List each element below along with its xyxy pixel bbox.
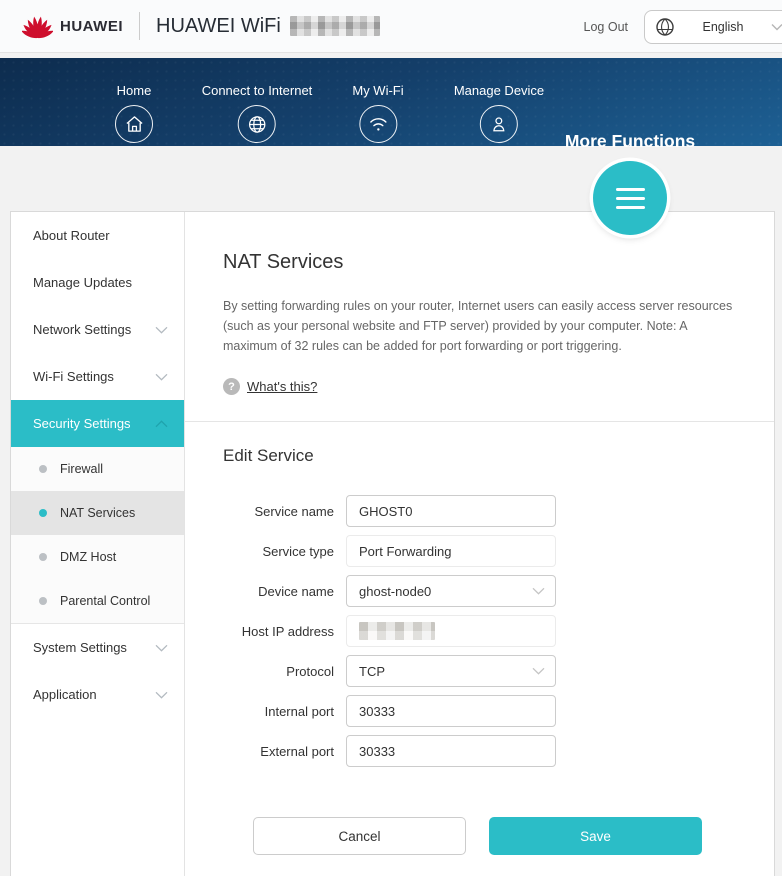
chevron-down-icon bbox=[771, 23, 782, 31]
nav-device-label: Manage Device bbox=[453, 83, 545, 98]
form-row-service-name: Service name GHOST0 bbox=[185, 495, 774, 527]
form-row-internal-port: Internal port 30333 bbox=[185, 695, 774, 727]
logout-link[interactable]: Log Out bbox=[583, 19, 628, 34]
external-port-input[interactable] bbox=[359, 744, 519, 759]
form-actions bbox=[253, 817, 774, 855]
main-nav bbox=[0, 58, 782, 151]
brand-wordmark: HUAWEI bbox=[60, 17, 123, 35]
form-row-host-ip: Host IP address bbox=[185, 615, 774, 647]
sidebar-item-application[interactable]: Application bbox=[11, 671, 184, 718]
person-icon bbox=[480, 105, 518, 143]
chevron-down-icon bbox=[532, 667, 545, 675]
nat-services-panel bbox=[185, 212, 774, 876]
protocol-dropdown[interactable]: TCP bbox=[346, 655, 556, 687]
nav-internet-label: Connect to Internet bbox=[201, 83, 313, 98]
edit-service-form bbox=[185, 495, 774, 767]
chevron-down-icon bbox=[155, 326, 168, 334]
language-value: English bbox=[702, 19, 744, 34]
nav-item-manage-device[interactable] bbox=[454, 58, 544, 143]
sidebar-item-about-router[interactable]: About Router bbox=[33, 228, 110, 243]
page-title: NAT Services bbox=[223, 251, 344, 273]
chevron-down-icon bbox=[155, 373, 168, 381]
question-mark-icon: ? bbox=[223, 378, 240, 395]
globe-language-icon bbox=[655, 17, 675, 37]
sidebar-item-system-settings[interactable]: System Settings bbox=[11, 624, 184, 671]
top-header bbox=[0, 0, 782, 53]
chevron-down-icon bbox=[155, 644, 168, 652]
form-row-service-type: Service type Port Forwarding bbox=[185, 535, 774, 567]
sidebar-subitem-parental-control[interactable]: Parental Control bbox=[11, 579, 184, 623]
page-description: By setting forwarding rules on your router, Internet users can easily access server resources (such as your personal website and FTP server) provided by your computer. Note: A maximum of 32 rules can be added for port forwarding or port triggering. bbox=[223, 299, 733, 353]
form-row-device-name: Device name ghost-node0 bbox=[185, 575, 774, 607]
form-row-protocol: Protocol TCP bbox=[185, 655, 774, 687]
device-name-dropdown[interactable]: ghost-node0 bbox=[346, 575, 556, 607]
sidebar-subitem-dmz-host[interactable]: DMZ Host bbox=[11, 535, 184, 579]
nav-item-my-wifi[interactable] bbox=[352, 58, 403, 143]
whats-this-link[interactable]: ? What's this? bbox=[223, 378, 774, 395]
home-icon bbox=[115, 105, 153, 143]
settings-sidebar bbox=[11, 212, 185, 876]
internal-port-input[interactable] bbox=[359, 704, 519, 719]
product-title: HUAWEI WiFi bbox=[156, 14, 281, 37]
service-name-input[interactable] bbox=[359, 504, 519, 519]
redacted-ip-address bbox=[359, 622, 435, 640]
bullet-icon bbox=[39, 597, 47, 605]
sidebar-subitem-firewall[interactable]: Firewall bbox=[11, 447, 184, 491]
nav-item-home[interactable] bbox=[115, 58, 153, 143]
cancel-button[interactable]: Cancel bbox=[253, 817, 466, 855]
menu-icon bbox=[616, 188, 645, 191]
service-type-value: Port Forwarding bbox=[346, 535, 556, 567]
bullet-icon bbox=[39, 465, 47, 473]
chevron-down-icon bbox=[155, 691, 168, 699]
nav-home-label: Home bbox=[116, 83, 152, 98]
sidebar-item-manage-updates[interactable]: Manage Updates bbox=[33, 275, 133, 290]
nav-wifi-label: My Wi-Fi bbox=[352, 83, 404, 98]
more-functions-button[interactable] bbox=[593, 161, 667, 235]
save-button[interactable]: Save bbox=[489, 817, 702, 855]
header-divider bbox=[139, 12, 140, 40]
huawei-logo-icon bbox=[22, 14, 53, 39]
sidebar-item-wifi-settings[interactable]: Wi-Fi Settings bbox=[11, 353, 184, 400]
redacted-device-name bbox=[290, 16, 380, 36]
sidebar-item-security-settings[interactable]: Security Settings bbox=[11, 400, 184, 447]
content-card bbox=[10, 211, 775, 876]
chevron-down-icon bbox=[532, 587, 545, 595]
bullet-icon bbox=[39, 553, 47, 561]
wifi-icon bbox=[359, 105, 397, 143]
edit-service-title: Edit Service bbox=[223, 446, 314, 465]
form-row-external-port: External port 30333 bbox=[185, 735, 774, 767]
sidebar-item-network-settings[interactable]: Network Settings bbox=[11, 306, 184, 353]
nav-more-functions-label: More Functions bbox=[564, 131, 696, 151]
security-submenu bbox=[11, 447, 184, 624]
language-selector[interactable] bbox=[644, 10, 782, 44]
nav-item-connect-to-internet[interactable] bbox=[202, 58, 313, 143]
host-ip-value bbox=[346, 615, 556, 647]
globe-icon bbox=[238, 105, 276, 143]
bullet-icon bbox=[39, 509, 47, 517]
chevron-up-icon bbox=[155, 420, 168, 428]
sidebar-subitem-nat-services[interactable]: NAT Services bbox=[11, 491, 184, 535]
section-divider bbox=[185, 421, 774, 422]
